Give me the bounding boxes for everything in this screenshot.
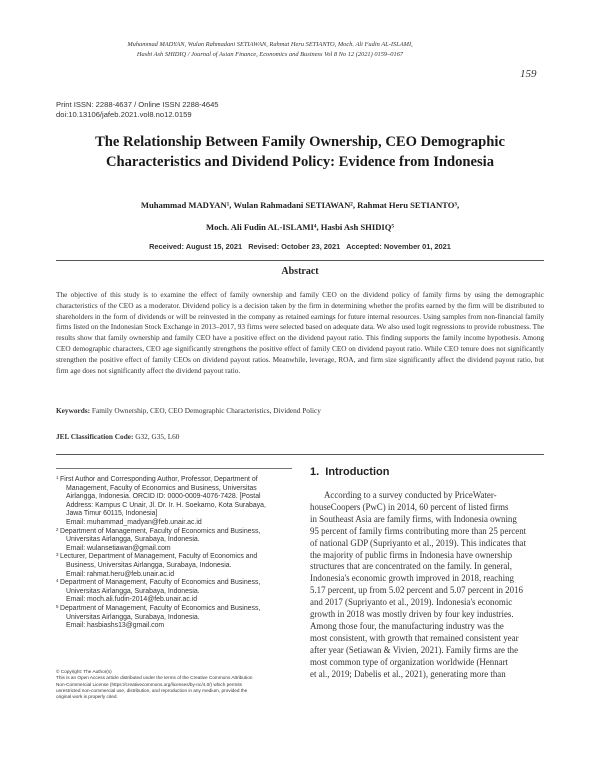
- footnotes: [56, 476, 294, 631]
- intro-line: growth in 2018 was mostly driven by four key industries.: [310, 609, 514, 620]
- footnote-1-marker: 1: [56, 475, 59, 480]
- jel-codes: [56, 432, 544, 441]
- title-line-2: Characteristics and Dividend Policy: Evidence from Indonesia: [105, 154, 495, 170]
- intro-line: in Southeast Asia are family firms, with Indonesia owning: [310, 513, 517, 524]
- authors-line-1: Muhammad MADYAN¹, Wulan Rahmadani SETIAWAN², Rahmat Heru SETIANTO³,: [140, 200, 460, 210]
- footnote-4: [56, 579, 294, 605]
- author-list: [40, 194, 560, 238]
- copyright-line: This is an Open Access article distributed under the terms of the Creative Commons Attribution: [56, 675, 253, 681]
- copyright-line: original work is properly cited.: [56, 694, 118, 700]
- footnote-line: Management, Faculty of Economics and Business, Universitas: [66, 484, 257, 492]
- footnote-line: Department of Management, Faculty of Economics and Business,: [60, 579, 261, 587]
- footnote-line: Business, Universitas Airlangga, Surabaya, Indonesia.: [66, 561, 232, 569]
- footnote-line: Lecturer, Department of Management, Faculty of Economics and: [60, 553, 258, 561]
- footnote-4-marker: 4: [56, 578, 59, 584]
- intro-line: most consistent, with growth that remained consistent year: [310, 632, 519, 643]
- intro-line: and 2017 (Supriyanto et al., 2019). Indonesia's economic: [310, 597, 513, 608]
- footnote-line: Address: Kampus C Unair, Jl. Dr. Ir. H. Soekarno, Kota Surabaya,: [66, 501, 266, 509]
- divider-bottom: [56, 454, 544, 455]
- footnote-line: First Author and Corresponding Author, Professor, Department of: [60, 476, 258, 483]
- intro-line: According to a survey conducted by PriceWater-: [324, 490, 497, 500]
- jel-text: G32, G35, L60: [135, 432, 180, 441]
- issn-line: Print ISSN: 2288-4637 / Online ISSN 2288-4645: [56, 100, 219, 109]
- intro-line: after year (Setiawan & Vivien, 2021). Family firms are the: [310, 644, 519, 655]
- copyright-line: unrestricted non-commercial use, distribution, and reproduction in any medium, provided the: [56, 687, 248, 693]
- paper-title: [40, 132, 560, 172]
- footnote-3-marker: 3: [56, 552, 59, 558]
- authors-line-2: Moch. Ali Fudin AL-ISLAMI⁴, Hasbi Ash SHIDIQ⁵: [205, 222, 395, 232]
- footnote-line: Airlangga, Indonesia. ORCID ID: 0000-0009-4076-7428. [Postal: [66, 493, 261, 501]
- footnote-1: [56, 476, 294, 528]
- footnote-line: Email: muhammad_madyan@feb.unair.ac.id: [66, 518, 202, 526]
- footnote-3: [56, 553, 294, 579]
- footnote-line: Universitas Airlangga, Surabaya, Indonesia.: [66, 536, 200, 544]
- footnote-line: Email: rahmat.heru@feb.unair.ac.id: [66, 570, 175, 578]
- intro-line: et al., 2019; Dabelis et al., 2021), generating more than: [310, 668, 506, 679]
- abstract-heading: Abstract: [281, 266, 319, 277]
- abstract-body: The objective of this study is to examine the effect of family ownership and family CEO on the dividend policy of family firms by using the demographic characteristics of the CEO as a moderator. Dividend policy is a decision taken by the firm in determining whether the profits earned by the firm will be distributed to shareholders in the form of dividends or will be reinvested in the company as retained earnings for future internal resources. Using samples from non-financial family firms listed on the Indonesian Stock Exchange in 2013–2017, 93 firms were selected based on adequate data. We also used logit regressions to provide robustness. The results show that family ownership and family CEO have a positive effect on the dividend payout ratio. This finding supports the family income hypothesis. Among CEO demographic characters, CEO age significantly strengthens the positive effect of family CEO on dividend payout ratio. While CEO tenure does not significantly strengthen the positive effect of family CEOs on dividend payout ratios. Meanwhile, leverage, ROA, and firm size significantly affect the dividend payout ratio, but firm age does not significantly affect the dividend payout ratio.: [56, 290, 544, 375]
- footnote-separator: [56, 468, 292, 469]
- intro-line: the majority of public firms in Indonesia have ownership: [310, 549, 513, 560]
- intro-line: houseCoopers (PwC) in 2014, 60 percent of listed firms: [310, 501, 509, 512]
- intro-line: structures that are concentrated on the family. In general,: [310, 561, 512, 572]
- keywords-text: Family Ownership, CEO, CEO Demographic Characteristics, Dividend Policy: [91, 406, 321, 415]
- page-number: 159: [520, 68, 537, 80]
- footnote-2: [56, 528, 294, 554]
- intro-line: of national GDP (Supriyanto et al., 2019). This indicates that: [310, 537, 526, 548]
- footnote-line: Email: moch.ali.fudin-2014@feb.unair.ac.id: [66, 596, 198, 604]
- jel-label: JEL Classification Code:: [56, 432, 134, 441]
- footnote-line: Universitas Airlangga, Surabaya, Indonesia.: [66, 613, 200, 621]
- footnote-line: Department of Management, Faculty of Economics and Business,: [60, 527, 261, 535]
- intro-line: Among those four, the manufacturing industry was the: [310, 620, 504, 631]
- keywords-label: Keywords:: [56, 406, 91, 415]
- divider-top: [56, 260, 544, 261]
- copyright-line: © Copyright: The Author(s): [56, 669, 112, 674]
- issn-block: [56, 100, 219, 120]
- introduction-body: [310, 490, 546, 681]
- footnote-line: Email: hasbiashs13@gmail.com: [66, 622, 165, 630]
- title-line-1: The Relationship Between Family Ownership, CEO Demographic: [95, 134, 505, 150]
- footnote-line: Email: wulansetiawan@gmail.com: [66, 544, 171, 552]
- footnote-5-marker: 5: [56, 603, 59, 609]
- introduction-heading: 1. Introduction: [310, 466, 390, 478]
- footnote-5: [56, 605, 294, 631]
- intro-line: Indonesia's economic growth improved in 2018, reaching: [310, 573, 514, 584]
- keywords: [56, 406, 544, 415]
- copyright-line: Non-Commercial License (https://creativecommons.org/licenses/by-nc/4.0/) which permits: [56, 681, 243, 687]
- intro-line: most common type of organization worldwide (Hennart: [310, 656, 508, 667]
- footnote-line: Department of Management, Faculty of Economics and Business,: [60, 604, 261, 612]
- doi-line: doi:10.13106/jafeb.2021.vol8.no12.0159: [56, 110, 192, 119]
- footnote-line: Universitas Airlangga, Surabaya, Indonesia.: [66, 587, 200, 595]
- footnote-2-marker: 2: [56, 526, 59, 532]
- running-header-line-1: Muhammad MADYAN, Wulan Rahmadani SETIAWAN, Rahmat Heru SETIANTO, Moch. Ali Fudin AL-ISLAMI,: [127, 41, 413, 48]
- copyright-notice: [56, 669, 294, 700]
- intro-line: 5.17 percent, up from 5.02 percent and 5.07 percent in 2016: [310, 585, 523, 596]
- submission-dates: Received: August 15, 2021 Revised: October 23, 2021 Accepted: November 01, 2021: [149, 242, 451, 251]
- footnote-line: Jawa Timur 60115, Indonesia]: [66, 510, 158, 518]
- running-header: [60, 40, 480, 60]
- intro-line: 95 percent of family firms contributing more than 25 percent: [310, 525, 527, 536]
- running-header-line-2: Hasbi Ash SHIDIQ / Journal of Asian Finance, Economics and Business Vol 8 No 12 (2021) 0159–0167: [136, 51, 404, 58]
